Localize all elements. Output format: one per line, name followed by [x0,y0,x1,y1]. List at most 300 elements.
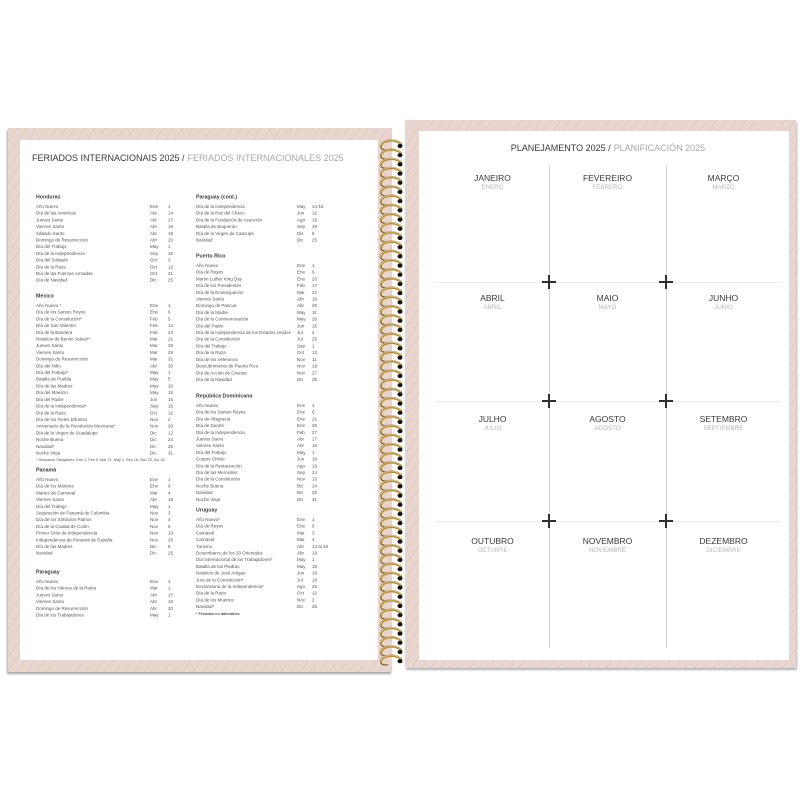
holiday-name: Domingo de Resurrección [36,356,89,362]
holiday-month: Feb [150,329,158,335]
holiday-day: 9 [168,483,171,489]
country-section [196,504,341,618]
holiday-day: 25 [168,277,174,283]
grid-cross-mark [659,394,673,408]
holiday-month: Nov [150,517,159,523]
holiday-name: Jueves Santo [36,217,64,223]
month-cell [553,293,663,313]
holiday-month: Feb [297,283,305,289]
holiday-month: Oct [150,264,158,270]
holiday-row [36,363,186,370]
holiday-month: May [297,557,306,563]
holiday-month: Sep [150,250,159,256]
holiday-row [196,343,341,350]
holiday-month: Jul [297,577,303,583]
holiday-day: 12 [312,590,318,596]
holiday-day: 20 [168,237,174,243]
month-name-pt: JANEIRO [474,173,511,183]
holiday-row [196,350,341,357]
holiday-day: 3 [168,510,171,516]
holiday-name: Jueves Santo [36,592,64,598]
holiday-row [196,356,341,363]
holiday-name: Día de la Constitución [196,476,241,482]
holiday-month: Sep [297,470,306,476]
holiday-month: Nov [150,530,159,536]
month-name-pt: AGOSTO [589,414,626,424]
spiral-coil [381,287,403,297]
holiday-day: 1 [312,263,315,268]
spiral-coil [381,508,403,518]
holiday-row [36,376,186,383]
holiday-name: Natalicio de Benito Juárez* [36,336,91,342]
holiday-day: 28 [168,537,174,543]
holiday-name: Día de los Símbolos Patrios [36,517,92,523]
holiday-month: Mar [150,356,158,362]
holiday-row [196,476,341,483]
holiday-month: Sep [150,403,159,409]
holiday-row [36,430,186,437]
holiday-name: Día del Padre [36,396,64,402]
holiday-month: Ene [297,517,306,522]
holiday-row [196,557,341,564]
holiday-month: Ene [297,423,306,429]
holiday-name: Día de la Ciudad de Colón [36,523,89,529]
holiday-name: Año Nuevo [36,579,59,584]
month-cell [438,293,548,313]
spiral-coil [381,214,403,224]
spiral-binding [372,136,416,670]
holiday-month: May [150,370,159,376]
spiral-coil [381,342,403,352]
country-heading: Honduras [36,194,61,200]
holiday-month: Ago [297,217,306,223]
holiday-name: Día de la Raza [36,264,66,270]
holiday-name: Navidad* [196,604,215,610]
grid-cross-mark [542,394,556,408]
holiday-row [196,309,341,316]
holiday-month: Dic [297,230,304,236]
holiday-day: 27 [312,429,318,435]
holiday-row [36,477,186,484]
holiday-month: Oct [150,410,158,416]
holiday-day: 4 [168,517,171,523]
holiday-row [196,210,341,217]
month-name-pt: MAIO [596,293,619,303]
holiday-row [196,363,341,370]
holiday-day: 10 [168,530,174,536]
holiday-name: Día de la Constitución [196,336,241,342]
holiday-name: Corpus Christi [196,456,225,462]
holiday-name: Día de la Fundación de Asunción [196,217,263,223]
holiday-row [196,376,341,383]
holidays-title-translation: FERIADOS INTERNACIONALES 2025 [187,153,344,163]
holiday-name: Natalicio de José Artigas [196,570,246,576]
month-name-pt: NOVEMBRO [582,536,633,546]
holiday-month: Abr [150,237,158,243]
holiday-name: Día de los Santos Reyes [196,409,246,415]
holiday-row [36,383,186,390]
grid-cross-mark [659,275,673,289]
holiday-month: Dic [150,443,157,449]
holiday-row [196,316,341,323]
holiday-name: Día de la Emancipación [196,289,244,295]
country-section [36,290,186,464]
holiday-day: 17 [168,217,174,223]
spiral-coil [381,434,403,444]
holiday-month: Ene [297,276,306,282]
holiday-row [196,517,341,524]
spiral-coil [381,379,403,389]
spiral-coil [381,425,403,435]
holiday-row [196,237,341,244]
holiday-row [196,436,341,443]
holiday-row [36,323,186,330]
holiday-month: Oct [297,590,305,596]
holiday-name: Día de las Madres [36,383,73,389]
holiday-month: Jun [297,456,305,462]
holiday-row [196,303,341,310]
holiday-day: 16 [312,463,318,469]
holiday-day: 22 [312,289,318,295]
holiday-month: Ene [150,309,159,315]
holiday-row [196,224,341,231]
holiday-row [36,537,186,544]
grid-cross-mark [542,514,556,528]
holiday-row [196,449,341,456]
holiday-row [36,264,186,271]
month-name-es: FEBRERO [592,184,623,191]
holiday-name: Jueves Santo [36,343,64,349]
holiday-month: Nov [297,356,306,362]
holiday-day: 12 [168,410,174,416]
holiday-name: Martin Luther King Day [196,276,243,282]
holiday-month: May [150,503,159,509]
holiday-row [196,403,341,410]
month-name-es: OCTUBRE [477,547,508,554]
holiday-name: Turismo [196,543,213,549]
month-name-es: JULIO [483,425,502,432]
holiday-day: 11 [312,356,317,362]
holiday-month: Dic [297,376,304,382]
month-name-pt: FEVEREIRO [582,173,633,183]
holiday-month: Dic [150,550,157,556]
spiral-coil [381,480,403,490]
holiday-day: 1 [168,585,171,591]
right-page-paper [419,131,789,660]
holiday-row [196,423,341,430]
holiday-day: 3 [312,530,315,536]
holiday-day: 20 [312,276,318,282]
spiral-coil [381,370,403,380]
holiday-month: Mar [150,343,158,349]
country-section [196,250,341,384]
holiday-list-layer [8,128,392,672]
holiday-name: Día de Reyes [196,269,224,275]
holiday-row [36,316,186,323]
spiral-coil [381,591,403,601]
holiday-name: Batalla de las Piedras [196,563,240,569]
spiral-coil [381,195,403,205]
holiday-day: 20 [168,423,174,429]
spiral-coil [381,241,403,251]
holiday-name: Día de Reyes [196,523,224,529]
holiday-row [36,510,186,517]
holiday-row [36,390,186,397]
holiday-month: Abr [297,550,305,556]
holiday-month: Ene [297,269,306,275]
holiday-day: 26 [312,423,318,429]
holiday-name: Día de la Paz del Chaco [196,210,245,216]
spiral-coil [381,186,403,196]
month-cell [669,414,779,434]
holiday-name: Declaratoria de la Independencia* [196,584,264,590]
spiral-coil [381,296,403,306]
holiday-month: Nov [297,363,306,369]
spiral-coil [381,168,403,178]
holiday-row [196,523,341,530]
holiday-row [36,497,186,504]
holiday-month: Dic [150,277,157,283]
spiral-coil [381,140,403,150]
month-cell [553,173,663,193]
holiday-name: Día de los Fieles Difuntos [36,416,88,422]
holiday-month: Mar [297,289,305,295]
holiday-row [36,403,186,410]
spiral-coil [381,407,403,417]
holiday-row [196,323,341,330]
holiday-day: 17 [168,592,174,598]
holiday-day: 1 [312,557,315,563]
holiday-name: Año Nuevo [196,263,219,268]
holiday-day: 15 [312,217,318,223]
holiday-name: Navidad* [36,443,55,449]
holiday-name: Jura de la Constitución* [196,577,244,583]
holiday-row [196,590,341,597]
month-name-pt: JULHO [478,414,507,424]
holiday-month: Abr [297,436,305,442]
holiday-name: Día de la Bandera [36,329,73,335]
holiday-month: Ene [150,303,159,308]
holiday-day: 31 [168,356,174,362]
holiday-name: Año Nuevo [196,403,219,408]
holiday-name: Día de los Presidentes [196,283,242,289]
month-cell [438,173,548,193]
holiday-day: 21 [312,416,318,422]
holiday-day: 24 [312,483,318,489]
holiday-day: 1 [168,503,171,509]
holiday-row [196,490,341,497]
holiday-month: May [297,316,306,322]
country-section [36,566,186,619]
holiday-row [196,443,341,450]
holiday-name: Batalla de Puebla [36,376,72,382]
holiday-month: Dic [150,450,157,456]
holiday-name: Día de la Navidad [196,376,232,382]
holiday-name: Día del Trabajo [196,449,227,455]
holiday-name: Día de la Independencia* [36,403,87,409]
holiday-month: Dic [297,483,304,489]
holiday-row [196,409,341,416]
spiral-coil [381,471,403,481]
holiday-name: Noche Buena [36,437,64,443]
holiday-row [196,370,341,377]
month-name-es: DICIEMBRE [706,547,741,554]
holiday-month: Jul [297,336,303,342]
holiday-row [36,523,186,530]
holiday-month: Jun [297,210,305,216]
spiral-coil [381,499,403,509]
holiday-day: 19 [312,363,318,369]
holiday-row [36,550,186,557]
holiday-month: Mar [297,530,305,536]
holiday-day: 10 [168,383,174,389]
holiday-month: Ene [150,477,159,482]
spiral-coil [381,250,403,260]
holiday-row [36,530,186,537]
holiday-day: 14-15 [312,204,324,209]
holiday-month: Ene [297,523,306,529]
holiday-row [36,423,186,430]
country-section [36,191,186,284]
month-name-es: SEPTIEMBRE [703,425,744,432]
holiday-month: May [150,244,159,250]
spiral-coil [381,655,403,665]
holiday-day: 28 [168,343,174,349]
holiday-day: 27 [312,370,318,376]
holiday-day: 6 [168,309,171,315]
holiday-day: 14 [168,323,174,329]
holiday-name: Día de la Independencia de los Estados Unidos [196,330,291,336]
holiday-month: Abr [150,599,158,605]
holiday-month: Dic [297,237,304,243]
holiday-row [36,579,186,586]
spiral-coil [381,278,403,288]
holiday-row [36,490,186,497]
holiday-row [36,257,186,264]
spiral-coil [381,490,403,500]
spiral-coil [381,572,403,582]
holiday-month: Nov [150,523,159,529]
holiday-name: Día del Trabajo [36,244,67,250]
grid-row-divider [436,521,781,522]
spiral-coil [381,646,403,656]
holiday-row [36,585,186,592]
spiral-coil [381,306,403,316]
holiday-name: Jueves Santo [196,436,224,442]
holiday-row [36,237,186,244]
holiday-month: Jun [150,396,158,402]
holiday-name: Día de los Veteranos [196,356,238,362]
holiday-month: May [150,390,159,396]
holiday-month: Abr [150,605,158,611]
holiday-name: Sábado Santo [36,230,65,236]
holiday-month: Feb [150,316,158,322]
holiday-name: Martes de Carnaval [36,490,76,496]
holiday-row [196,483,341,490]
holiday-name: Día de las Américas [36,210,77,216]
holiday-month: Oct [150,257,158,263]
holiday-name: Viernes Santo [36,497,65,503]
holiday-day: 6 [312,269,315,275]
holiday-month: Mar [150,585,158,591]
holiday-day: 1 [168,612,171,618]
holiday-day: 1 [168,303,171,308]
holiday-day: 5 [168,523,171,529]
month-cell [669,293,779,313]
holiday-month: May [150,383,159,389]
holiday-month: Abr [150,230,158,236]
holiday-row [36,217,186,224]
holiday-day: 1 [168,244,171,250]
holiday-name: Día del Trabajo [196,343,227,349]
holiday-month: Nov [150,416,159,422]
month-name-pt: ABRIL [480,293,505,303]
holiday-name: Día de la Conmemoración [196,316,249,322]
spiral-coil [381,416,403,426]
country-heading: Puerto Rico [196,253,226,259]
holiday-name: Separación de Panamá de Colombia [36,510,110,516]
holiday-row [196,577,341,584]
holiday-name: Día de la Virgen de Caacupé [196,230,254,236]
holiday-month: Ene [297,409,306,415]
month-cell [438,414,548,434]
holiday-month: Mar [150,336,158,342]
spiral-coil [381,324,403,334]
holiday-row [36,244,186,251]
month-name-es: MARZO [712,184,735,191]
holiday-day: 21 [168,336,174,342]
holiday-row [36,336,186,343]
spiral-coil [381,204,403,214]
holiday-row [196,550,341,557]
holiday-name: Día de la Raza [196,590,226,596]
month-name-es: ENERO [481,184,504,191]
holiday-name: Día Internacional de los Trabajadores* [196,557,273,563]
holiday-day: 2 [168,416,171,422]
holiday-day: 1 [312,343,315,349]
holiday-month: Mar [297,537,305,543]
country-heading: Uruguay [196,507,218,513]
planning-title-translation: PLANIFICACIÓN 2025 [613,143,706,153]
grid-cross-mark [542,275,556,289]
holiday-day: 18 [312,443,318,449]
holiday-row [36,517,186,524]
holiday-row [196,416,341,423]
holiday-name: Viernes Santo [36,224,65,230]
holiday-name: Aniversario de la Revolución Mexicana* [36,423,116,429]
holiday-name: Día de los Trabajadores [36,612,84,618]
holiday-row [196,543,341,550]
month-name-es: ABRIL [483,304,502,311]
holiday-month: Ene [297,263,306,268]
holiday-row [36,612,186,619]
holiday-row [36,437,186,444]
holiday-month: Nov [297,370,306,376]
spiral-coil [381,361,403,371]
right-page [405,120,796,668]
holiday-month: Ago [297,584,306,590]
holiday-row [196,496,341,503]
holiday-name: Independencia de Panamá de España [36,537,113,543]
holiday-row [36,503,186,510]
holiday-row [36,396,186,403]
holiday-day: 10 [312,476,318,482]
holiday-month: Sep [297,343,306,349]
holiday-month: Dic [150,437,157,443]
spiral-coil [381,232,403,242]
holiday-month: Abr [297,543,305,549]
holiday-day: 15 [168,390,174,396]
